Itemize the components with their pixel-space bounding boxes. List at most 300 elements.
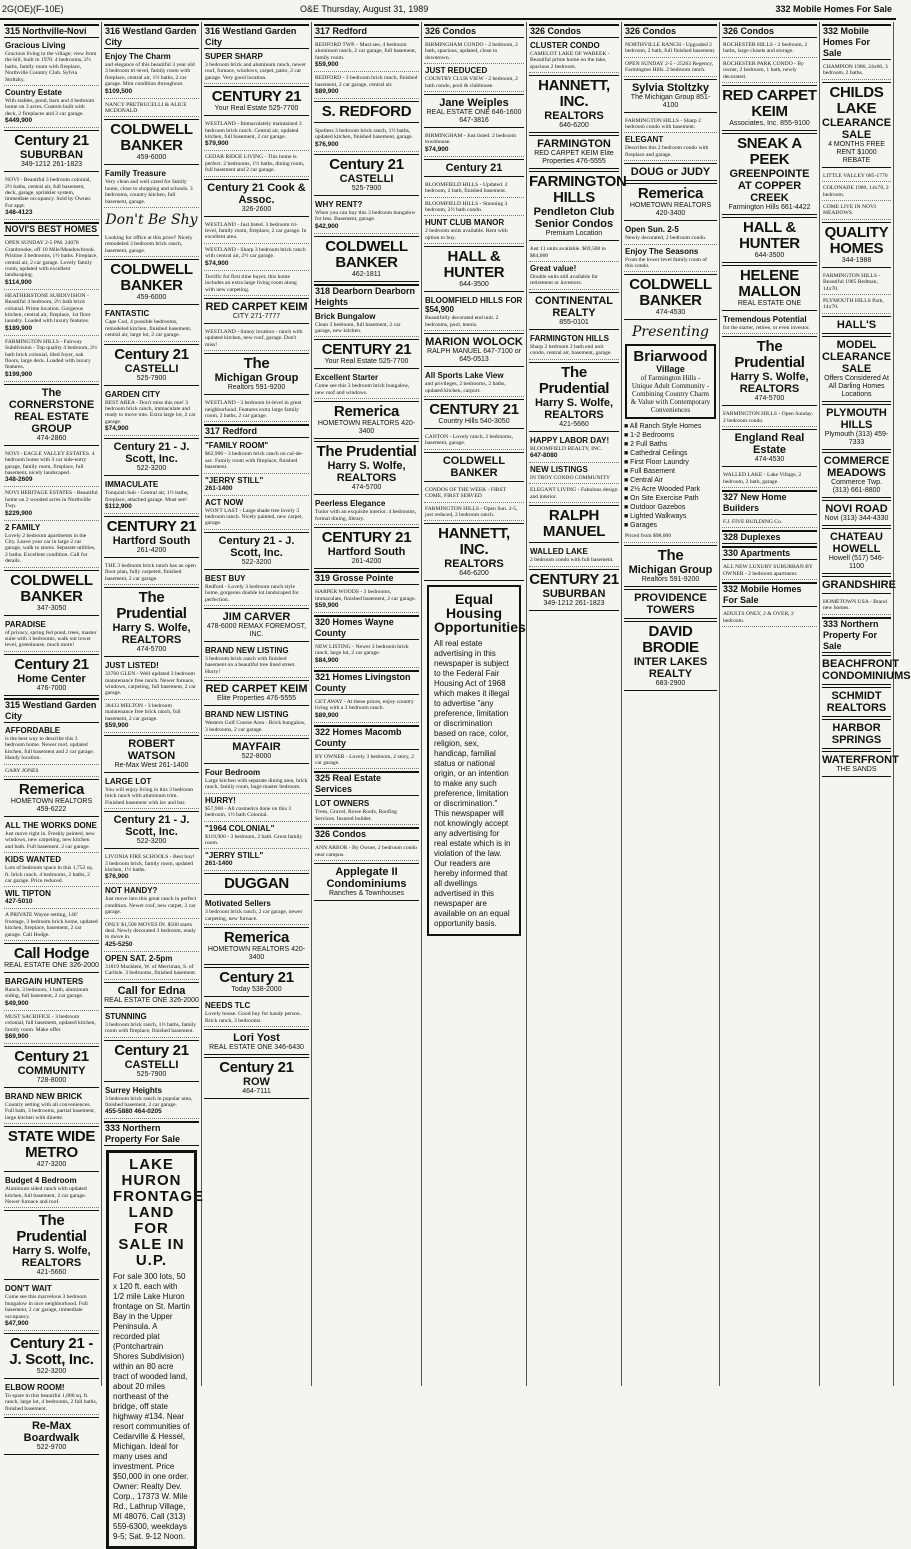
classified-ad xyxy=(624,530,717,542)
agency-logo xyxy=(529,171,627,241)
agency-name: COLDWELL BANKER xyxy=(110,261,193,295)
classified-ad xyxy=(529,463,619,484)
agency-subtitle: Harry S. Wolfe, REALTORS xyxy=(730,371,809,396)
ad-title: NOT HANDY? xyxy=(105,886,158,896)
classified-ad xyxy=(204,397,309,422)
ad-phone: 647-8080 xyxy=(530,452,558,460)
agency-contact: Your Real Estate 525-7700 xyxy=(324,358,409,366)
classified-ad xyxy=(104,1084,199,1120)
agency-name: RALPH MANUEL xyxy=(542,507,606,541)
ad-phone: $74,900 xyxy=(205,259,229,267)
classified-ad xyxy=(822,61,891,80)
ad-body: 3 bedroom brick ranch in popular area, finished basement, 2 car garage. xyxy=(105,1095,193,1108)
agency-logo xyxy=(204,86,309,116)
agency-contact: 326-2600 xyxy=(241,205,272,213)
classified-ad xyxy=(204,474,309,496)
feature-item: ■ 1-2 Bedrooms xyxy=(624,432,675,440)
ad-phone: $79,900 xyxy=(205,140,229,148)
agency-logo xyxy=(204,873,309,895)
agency-name: Century 21 xyxy=(329,155,404,173)
ad-title: DON'T WAIT xyxy=(5,1284,52,1294)
agency-contact: 474-5700 xyxy=(136,646,167,654)
ad-body: WESTLAND - Sharp 3 bedroom brick ranch with central air, 2½ car garage. xyxy=(205,246,306,260)
classified-ad xyxy=(4,765,99,777)
agency-name: The Prudential xyxy=(16,1212,87,1246)
column-4 xyxy=(312,22,422,1386)
agency-logo xyxy=(624,79,717,113)
agency-subtitle: Harry S. Wolfe, REALTORS xyxy=(112,622,191,647)
notice-body: All real estate advertising in this newspaper is subject to the Federal Fair Housing Act of 1968 which makes it illegal to advertise "any preference, limitation or discrimination based on race, color, religion, sex, handicap, familial status or national origin, or an intention to make any such preference, limitation or discrimination." This newspaper will not knowingly accept any advertising for real estate which is in violation of the law. Our readers are hereby informed that all dwellings advertised in this newspaper are available on an equal opportunity basis. xyxy=(434,639,511,929)
agency-contact: RED CARPET KEIM Elite Properties 476-5555 xyxy=(534,150,614,166)
agency-contact: 474-5700 xyxy=(754,395,785,403)
classified-ad xyxy=(624,223,717,244)
agency-contact: 349-1212 261-1823 xyxy=(543,599,605,607)
ad-title: "FAMILY ROOM" xyxy=(205,441,269,451)
agency-name: HANNETT, INC. xyxy=(538,77,610,111)
ad-body: Redford - Lovely 3 bedroom ranch style home, gorgeous double lot landscaped for perfection. xyxy=(205,583,299,603)
ad-title: CLUSTER CONDO xyxy=(530,41,600,50)
agency-contact: 522-3200 xyxy=(241,558,272,566)
classified-ad xyxy=(722,408,817,427)
ad-body: Come see this marvelous 3 bedroom bungalow in nice neighborhood. Full basement, 2 car garage, immediate occupancy. xyxy=(5,1294,88,1320)
section-heading: 326 Condos xyxy=(314,827,419,841)
ad-body: REDFORD TWP. - Must see, 4 bedroom aluminum ranch, 2 car garage, full basement, family room. xyxy=(315,42,417,61)
script-heading: Presenting xyxy=(632,324,709,341)
ad-body: Cape Cod, 4 possible bedrooms, remodeled kitchen, finished basement, central air, large lot, 2 car garage. xyxy=(105,319,192,339)
notice-title: Equal Housing xyxy=(446,591,502,622)
agency-name: HANNETT, INC. xyxy=(438,525,510,559)
agency-logo xyxy=(204,608,309,642)
agency-subtitle: Harry S. Wolfe, REALTORS xyxy=(327,460,406,485)
classified-ad xyxy=(529,545,619,566)
ad-title: WHY RENT? xyxy=(315,199,363,209)
ad-title: BLOOMFIELD HILLS FOR $54,900 xyxy=(425,296,523,315)
classified-ad xyxy=(529,39,619,73)
agency-logo xyxy=(204,927,309,965)
ad-body: Gracious living in the village; view from the hill, built in 1970. 4 bedrooms, 2½ baths, family room with fireplace, Northville Country Club. Sylvia Stoltzky. xyxy=(5,51,97,83)
classified-ad xyxy=(4,448,99,488)
ad-body: CAMELOT LAKE OF WABEEK - Beautiful prime home on the lake, spacious 2 bedroom. xyxy=(530,51,610,70)
classified-ad xyxy=(204,326,309,351)
agency-contact: 522-3200 xyxy=(136,465,167,473)
classified-ad xyxy=(104,560,199,585)
classified-ad xyxy=(4,724,99,765)
agency-logo xyxy=(424,94,524,128)
ad-phone: 425-5250 xyxy=(105,940,133,948)
ad-body: 3 bedroom brick and aluminum ranch, newer roof, furnace, windows, carpet, patio, 2 car garage. Very good location. xyxy=(205,62,306,81)
section-heading: 315 Northville-Novi xyxy=(4,24,99,38)
boxed-ad-subtitle: Village xyxy=(656,364,685,375)
ad-body: Very clean and well cared for family home, close to shopping and schools. 3 bedrooms, country kitchen, full basement, garage. xyxy=(105,179,193,205)
ad-body: FARMINGTON HILLS - Sharp 2 bedroom condo with basement. xyxy=(625,117,701,131)
classified-ad xyxy=(722,561,817,580)
column-6 xyxy=(527,22,627,1386)
classified-ad xyxy=(822,170,891,182)
agency-logo xyxy=(4,1333,99,1379)
classified-ad xyxy=(822,295,891,314)
ad-body: BIRMINGHAM CONDO - 2 bedroom, 2 bath, spacious, updated, close to downtown. xyxy=(425,42,518,61)
classified-ad xyxy=(104,478,199,514)
ad-title: Four Bedroom xyxy=(205,768,261,778)
agency-logo xyxy=(104,438,199,476)
ad-title: WALLED LAKE xyxy=(530,547,588,557)
column-7 xyxy=(622,22,720,1386)
classified-ad xyxy=(4,174,99,220)
classified-ad xyxy=(204,897,309,925)
ad-body: FARMINGTON HILLS - Open Sunday. 2 bedroom condo. xyxy=(723,411,814,424)
ad-body: COME LIVE IN NOVI MEADOWS. xyxy=(823,204,876,217)
agency-logo xyxy=(424,523,524,581)
agency-contact: 474-4530 xyxy=(754,456,785,464)
ad-body: To spare in this beautiful 1,800 sq. ft. ranch, large lot, 4 bedrooms, 2 full baths, finished basement. xyxy=(5,1393,98,1412)
feature-item: ■ Central Air xyxy=(624,477,663,485)
agency-name: RED CARPET KEIM xyxy=(722,87,817,121)
classified-ad xyxy=(4,290,99,336)
agency-logo xyxy=(314,101,419,123)
agency-name: HALL & HUNTER xyxy=(443,248,505,282)
agency-contact: Elite Properties 476-5555 xyxy=(217,695,296,703)
column-8 xyxy=(720,22,820,1386)
ad-phone: 261-1400 xyxy=(205,860,233,868)
classified-ad xyxy=(529,332,619,360)
agency-logo xyxy=(424,246,524,292)
ad-title: Gracious Living xyxy=(5,41,66,50)
agency-contact: 421-5660 xyxy=(36,1269,67,1277)
section-heading: 321 Homes Livingston County xyxy=(314,670,419,695)
classified-ad xyxy=(4,909,99,941)
ad-body: ADULTS ONLY, 2 & OVER, 2 bedroom. xyxy=(723,611,794,624)
agency-subtitle: Century 21 - J. Scott, Inc. xyxy=(218,534,295,559)
agency-contact: THE SANDS xyxy=(836,765,877,773)
agency-logo xyxy=(529,505,619,543)
ad-title: OPEN SAT. 2-5pm xyxy=(105,953,173,963)
agency-logo xyxy=(822,452,891,498)
agency-logo xyxy=(722,133,817,215)
ad-title: FANTASTIC xyxy=(105,309,150,319)
agency-name: DUGGAN xyxy=(224,875,289,893)
ad-body: Come see this 3 bedroom brick bungalow, new roof and windows. xyxy=(315,383,410,396)
agency-logo xyxy=(822,655,911,685)
agency-name: COLDWELL BANKER xyxy=(10,571,93,605)
ad-body: ROCHESTER PARK CONDO - By owner, 2 bedroom, 1 bath, newly decorated. xyxy=(723,60,804,80)
ad-title: Surrey Heights xyxy=(105,1085,162,1095)
agency-contact: Plymouth (313) 459-7333 xyxy=(824,430,889,446)
agency-name: HELENE MALLON xyxy=(738,267,801,301)
agency-subtitle: Home Center xyxy=(17,672,86,685)
boxed-ad-body: of Farmington Hills - Unique Adult Community - Combining Country Charm & Value with Contemporary Conveniences xyxy=(630,374,711,415)
agency-logo xyxy=(822,719,891,749)
agency-name: CHILDS LAKE xyxy=(829,83,884,117)
agency-contact: 525-7900 xyxy=(136,1070,167,1078)
ad-body: $62,900 - 3 bedroom brick ranch on cul-de-sac. Family room with fireplace, finished basement. xyxy=(205,451,303,471)
agency-name: FARMINGTON HILLS xyxy=(529,173,627,207)
ad-body: and elegance of this beautiful 3 year old 3 bedroom tri-level, family room with fireplace, central air, 1½ baths, 2 car garage. Mint condition throughout. xyxy=(105,62,195,88)
ad-body: F.J. FIVE BUILDING Co. xyxy=(723,519,783,526)
agency-name: CENTURY 21 xyxy=(211,88,302,106)
agency-logo xyxy=(822,82,891,168)
ad-phone: $74,900 xyxy=(425,145,449,153)
agency-subtitle: Lori Yost xyxy=(233,1032,280,1045)
feature-item: ■ 2 Full Baths xyxy=(624,441,668,449)
classified-ad xyxy=(4,1011,99,1044)
agency-subtitle: COLDWELL BANKER xyxy=(442,454,506,479)
agency-name: The Prudential xyxy=(316,443,417,461)
agency-contact: 646-6200 xyxy=(459,570,489,578)
ad-body: Ranch, 3 bedroom, 1 bath, aluminum siding, full basement, 2 car garage. xyxy=(5,986,89,1000)
classified-columns xyxy=(2,22,911,1542)
agency-subtitle: RED CARPET KEIM xyxy=(205,300,308,313)
classified-ad xyxy=(104,388,199,437)
agency-subtitle: CLEARANCE SALE xyxy=(822,116,892,141)
ad-phone: $42,900 xyxy=(315,222,339,230)
ad-body: A PRIVATE Wayne setting, 140' frontage, 3 bedroom brick home, updated kitchen, fireplace, basement, 2 car garage. Call Hodge. xyxy=(5,912,98,938)
agency-name: STATE WIDE METRO xyxy=(7,1128,96,1162)
ad-body: Large kitchen with separate dining area, brick ranch, family room, huge master bedroom. xyxy=(205,778,308,791)
agency-name: The Prudential xyxy=(734,338,805,372)
ad-body: ONLY $1,500 MOVES IN. $500 starts deal. Newly decorated 3 bedroom, ready to move in. xyxy=(105,921,196,941)
ad-phone: 348-2609 xyxy=(5,476,33,484)
classified-ad xyxy=(204,572,309,606)
agency-logo xyxy=(104,119,199,165)
classified-ad xyxy=(314,797,419,825)
boxed-ad-title: Briarwood xyxy=(633,348,708,366)
agency-subtitle: Applegate II Condominiums xyxy=(326,865,407,890)
ad-body: $119,900 - 3 bedroom, 2 bath. Great family room. xyxy=(205,833,303,847)
feature-list xyxy=(624,422,717,530)
agency-subtitle: ROBERT WATSON xyxy=(127,738,176,762)
agency-contact: HOMETOWN REALTORS 459-6222 xyxy=(10,797,93,813)
agency-logo xyxy=(204,1057,309,1099)
agency-contact: 464-7111 xyxy=(242,1088,271,1096)
agency-name: S. REDFORD xyxy=(321,103,412,121)
ad-title: BRAND NEW LISTING xyxy=(205,710,289,720)
agency-logo xyxy=(822,404,891,450)
agency-contact: Ranches & Townhouses xyxy=(329,889,404,897)
column-9 xyxy=(820,22,911,1386)
classified-ad xyxy=(722,39,817,58)
classified-ad xyxy=(4,1090,99,1124)
agency-subtitle: The CORNERSTONE REAL ESTATE GROUP xyxy=(8,386,95,435)
classified-ad xyxy=(722,58,817,83)
agency-contact: 525-7900 xyxy=(351,184,382,192)
ad-body: OPEN SUNDAY 2-5 - 25263 Regency, Farmington Hills. 2 bedroom ranch. xyxy=(625,60,714,74)
ad-body: Double units still available for retirement or investors. xyxy=(530,274,599,287)
ad-title: "JERRY STILL" xyxy=(205,475,264,485)
agency-contact: RALPH MANUEL 647-7100 or 645-0513 xyxy=(427,348,521,364)
classified-ad xyxy=(4,1174,99,1208)
agency-contact: 347-3050 xyxy=(36,604,67,612)
agency-contact: REAL ESTATE ONE 346-6430 xyxy=(209,1044,304,1052)
classified-ad xyxy=(722,469,817,488)
ad-body: Looking for office at this price? Nicely remodeled 3 bedroom brick ranch, basement, garage. xyxy=(105,235,193,254)
agency-name: Century 21 xyxy=(14,132,89,150)
classified-ad xyxy=(624,245,717,273)
classified-ad xyxy=(204,644,309,678)
ad-title: FARMINGTON HILLS xyxy=(530,333,609,343)
ad-title: Enjoy The Charm xyxy=(105,52,171,61)
ad-body: THE 3 bedroom brick ranch has an open floor plan, fully carpeted, finished basement, 2 car garage. xyxy=(105,562,196,582)
agency-logo xyxy=(204,738,309,764)
ad-phone: $89,900 xyxy=(315,88,339,96)
classified-ad xyxy=(104,775,199,809)
ad-body: Beautifully decorated end unit. 2 bedrooms, pool, tennis. xyxy=(425,315,499,328)
ad-title: BRAND NEW BRICK xyxy=(5,1092,83,1101)
agency-contact: HOMETOWN REALTORS 420-3400 xyxy=(317,420,416,436)
ad-body: is the best way to describe this 3 bedroom home. Newer roof, updated kitchen, full basement and 2 car garage. Handy location. xyxy=(5,735,95,762)
feature-item: ■ Full Basement xyxy=(624,468,675,476)
agency-subtitle: GREENPOINTE AT COPPER CREEK xyxy=(729,168,810,205)
agency-contact: 728-8000 xyxy=(36,1077,67,1084)
classified-ad xyxy=(424,130,524,157)
agency-logo xyxy=(4,1046,99,1088)
ad-title: Budget 4 Bedroom xyxy=(5,1176,77,1186)
classified-ad xyxy=(314,371,419,399)
agency-contact: Today 538-2000 xyxy=(231,986,282,994)
agency-contact: Premium Location xyxy=(545,230,603,238)
ad-body: You will enjoy living in this 3 bedroom brick ranch with aluminum trim. Finished basement with lav and bar. xyxy=(105,787,194,806)
classified-ad xyxy=(204,439,309,473)
ad-body: FARMINGTON HILLS - Open Sun. 2-5, just reduced, 2 bedroom ranch. xyxy=(425,505,518,518)
ad-body: Newly decorated, 2 bedroom condo. xyxy=(625,235,707,242)
classified-ad xyxy=(204,219,309,244)
agency-logo xyxy=(529,569,619,611)
agency-logo xyxy=(822,336,891,402)
notice-subtitle: Opportunities xyxy=(434,619,526,636)
agency-logo xyxy=(822,576,896,594)
ad-title: GARDEN CITY xyxy=(105,389,161,399)
agency-subtitle: SUBURBAN xyxy=(20,149,83,162)
agency-subtitle: CASTELLI xyxy=(124,362,179,375)
section-heading: 326 Condos xyxy=(722,24,817,38)
classified-ad xyxy=(204,151,309,176)
agency-name: Century 21 xyxy=(114,345,189,363)
agency-name: CENTURY 21 xyxy=(429,400,519,418)
boxed-ad xyxy=(625,344,716,419)
agency-contact: 344-1988 xyxy=(841,256,872,264)
agency-contact: Offers Considered At All Darling Homes Locations xyxy=(824,374,889,398)
classified-ad xyxy=(624,58,717,77)
ad-phone: $69,900 xyxy=(5,1033,29,1040)
ad-title: AFFORDABLE xyxy=(5,725,61,735)
agency-logo xyxy=(822,316,891,334)
ad-body: Lovely 2 bedroom apartments in the City. Leave your car in large 2 car garage, walk to stores. Separate utilities, 2 baths. Excellent condition. Call for details. xyxy=(5,532,96,565)
agency-subtitle: Michigan Group xyxy=(214,372,299,385)
ad-phone: $59,900 xyxy=(315,61,339,69)
agency-contact: 683-2900 xyxy=(655,679,686,687)
classified-ad xyxy=(104,99,199,118)
column-3 xyxy=(202,22,312,1386)
agency-subtitle: SUBURBAN xyxy=(542,587,606,600)
feature-item: ■ Lighted Walkways xyxy=(624,513,687,521)
classified-ad xyxy=(204,822,309,850)
agency-subtitle: INTER LAKES REALTY xyxy=(633,655,708,680)
agency-logo xyxy=(722,429,817,467)
classified-ad xyxy=(314,39,419,72)
agency-logo xyxy=(529,75,619,133)
ad-title: STUNNING xyxy=(105,1011,147,1021)
agency-subtitle: Re-Max Boardwalk xyxy=(23,1420,80,1445)
agency-logo xyxy=(204,1029,309,1055)
feature-item: ■ 2½ Acre Wooded Park xyxy=(624,486,701,494)
ad-title: Open Sun. 2-5 xyxy=(625,225,679,235)
agency-logo xyxy=(722,336,817,406)
classified-ad xyxy=(104,307,199,341)
feature-item: ■ Outdoor Gazebos xyxy=(624,504,686,512)
ad-body: WESTLAND - 3 bedroom bi-level in great neighborhood. Features extra large family room, 2 baths, 2 car garage. xyxy=(205,400,302,419)
agency-name: The Prudential xyxy=(116,589,187,623)
agency-logo xyxy=(104,259,199,305)
ad-body: for the starter, retiree, or even investor. xyxy=(723,325,810,332)
ad-body: IN TROY CONDO COMMUNITY xyxy=(530,475,611,482)
ad-title: "JERRY STILL" xyxy=(205,851,264,861)
agency-logo xyxy=(424,399,524,429)
agency-contact: 459-6000 xyxy=(136,294,167,302)
ad-title: KIDS WANTED xyxy=(5,855,61,865)
classified-ad xyxy=(529,243,619,262)
classified-ad xyxy=(822,201,891,220)
agency-name: QUALITY HOMES xyxy=(824,223,889,257)
ad-phone: $229,900 xyxy=(5,509,33,517)
ad-body: NANCY PRETRUCELLI & ALICE MCDONALD xyxy=(105,101,187,115)
classified-ad xyxy=(204,794,309,822)
agency-logo xyxy=(529,135,619,169)
ad-phone: $89,900 xyxy=(315,711,339,719)
agency-logo xyxy=(104,811,199,849)
agency-subtitle: Century 21 - J. Scott, Inc. xyxy=(113,814,190,839)
ad-body: PLYMOUTH HILLS Park, 14x70. xyxy=(823,298,884,311)
classified-ad xyxy=(529,484,619,503)
ad-body: HOMETOWN USA - Brand new homes. xyxy=(823,598,887,612)
classified-ad xyxy=(104,1010,199,1038)
agency-contact: 646-6200 xyxy=(559,122,589,130)
agency-subtitle: DOUG or JUDY xyxy=(630,166,711,179)
classified-ad xyxy=(204,849,309,871)
agency-contact: 522-3200 xyxy=(136,838,167,846)
classified-ad xyxy=(822,596,891,615)
section-heading: 319 Grosse Pointe xyxy=(314,571,419,585)
ad-body: $57,900 - All cosmetics done on this 3 bedroom, 1½ bath Colonial. xyxy=(205,805,292,819)
section-heading: 317 Redford xyxy=(314,24,419,38)
agency-subtitle: Century 21 - J. Scott, Inc. xyxy=(113,441,190,466)
agency-logo xyxy=(822,222,891,268)
agency-contact: HOMETOWN REALTORS 420-3400 xyxy=(207,946,306,962)
agency-name: Remerica xyxy=(223,929,290,947)
ad-body: FARMINGTON HILLS - Beautiful 1985 Redman, 14x70. xyxy=(823,272,881,292)
classified-ad xyxy=(424,369,524,397)
agency-name: Century 21 xyxy=(114,1041,189,1059)
ad-title: NEEDS TLC xyxy=(205,1001,251,1011)
agency-logo xyxy=(4,654,99,696)
section-heading: 333 Northern Property For Sale xyxy=(822,617,891,653)
ad-title: BRAND NEW LISTING xyxy=(205,646,289,655)
agency-name: CENTURY 21 xyxy=(321,529,412,547)
agency-logo xyxy=(204,532,309,570)
agency-subtitle: Michigan Group xyxy=(628,563,713,576)
agency-contact: 462-1811 xyxy=(351,270,382,278)
agency-logo xyxy=(4,1417,99,1455)
ad-body: Trees, Gravel, Rowe Roofs, Roofing Services. Insured builder. xyxy=(315,809,397,822)
classified-ad xyxy=(314,641,419,668)
section-heading: 330 Apartments xyxy=(722,546,817,560)
agency-contact: REAL ESTATE ONE 646-1600 647-3816 xyxy=(426,109,522,125)
ad-body: Country setting with all conveniences. Full bath, 3 bedrooms, partial basement, large kitchen with dinette. xyxy=(5,1102,96,1121)
classified-ad xyxy=(314,842,419,861)
agency-subtitle: CASTELLI xyxy=(124,1058,179,1071)
classified-ad xyxy=(314,751,419,770)
agency-subtitle: REALTORS xyxy=(444,558,504,571)
agency-logo xyxy=(4,1210,99,1280)
agency-logo xyxy=(529,292,619,330)
